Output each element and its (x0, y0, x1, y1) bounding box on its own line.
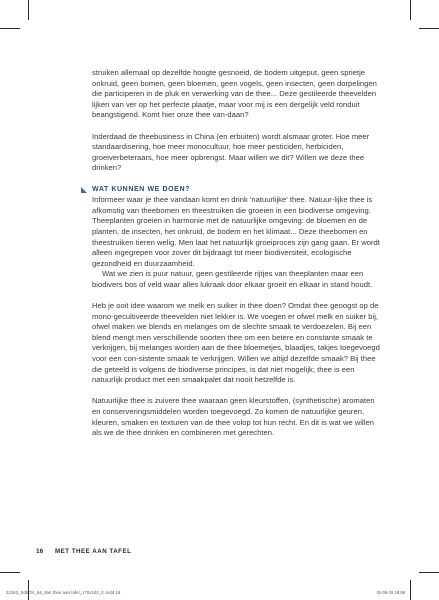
triangle-bullet-icon (81, 187, 87, 193)
crop-mark (410, 580, 411, 600)
crop-mark (419, 28, 439, 29)
crop-mark (0, 572, 20, 573)
section-heading-label: WAT KUNNEN WE DOEN? (92, 185, 190, 193)
body-paragraph: Wat we zien is puur natuur, geen gestileerde rijtjes van theeplanten maar een biodivers bos of veld waar alles lukraak door elkaar groeit en elkaar in stand houdt. (92, 269, 373, 289)
crop-mark (410, 0, 411, 20)
body-paragraph: Informeer waar je thee vandaan komt en drink 'natuurlijke' thee. Natuur-lijke thee is afkomstig van theebomen en theestruiken die groeien in een biodiverse omgeving. Theeplanten groeien in harmonie met de natuurlijke omgeving: de bloemen en de planten, de insecten, het onkruid, de bodem en het klimaat... Deze theebomen en theestruiken tieren welig. Men laat het natuurlijk groeiproces zijn gang gaan. Er wordt alleen ingegrepen voor zover dit bijdraagt tot meer biodiversiteit, ecologische gezondheid en duurzaamheid. (92, 195, 380, 268)
crop-mark (419, 572, 439, 573)
crop-mark (28, 0, 29, 20)
body-paragraph: struiken allemaal op dezelfde hoogte gesnoeid, de bodem uitgeput, geen sprietje onkruid, geen bomen, geen bloemen, geen vogels, geen insecten, geen dorpelingen die participeren in de pluk en verwerking van de thee... Deze gestileerde theevelden lijken van ver op het perfecte plaatje, maar voor mij is een dergelijk veld ronduit beangstigend. Komt hier onze thee van-daan? (92, 68, 377, 120)
section-heading (92, 185, 384, 196)
body-paragraph: Heb je ooit idee waarom we melk en suiker in thee doen? Omdat thee geoogst op de mono-gecultiveerde theevelden niet lekker is. We voegen er ofwel melk en suiker bij, ofwel maken we blends en melanges om de slechte smaak te verdoezelen. Bij een blend mengt men verschillende soorten thee om een betere en constante smaak te verkrijgen, bij melanges worden aan de thee bloemetjes, blaadjes, takjes toegevoegd voor een con-sistente smaak te verkrijgen. Willen we altijd dezelfde smaak? Bij thee die geteeld is volgens de biodiverse principes, is dat niet mogelijk; thee is een natuurlijk product met een smaakpalet dat nooit hetzelfde is. (92, 301, 380, 385)
printer-slug-date: 02-09-19 18:59 (376, 590, 405, 595)
body-paragraph: Natuurlijke thee is zuivere thee waaraan geen kleurstoffen, (synthetische) aromaten en conserveringsmiddelen worden toegevoegd. Zo komen de natuurlijke geuren, kleuren, smaken en texturen van de thee volop tot hun recht. En dit is wat we willen als we de thee drinken en combineren met gerechten. (92, 396, 375, 438)
page-number: 16 (36, 548, 44, 555)
text-column (92, 68, 384, 439)
body-paragraph: Inderdaad de theebusiness in China (en erbuiten) wordt alsmaar groter. Hoe meer standaardisering, hoe meer monocultuur, hoe meer pesticiden, herbiciden, groeiverbeteraars, hoe meer opbrengst. Maar willen we dit? Willen we deze thee drinken? (92, 131, 370, 173)
running-title: MET THEE AAN TAFEL (55, 548, 132, 555)
crop-mark (0, 28, 20, 29)
printer-slug-file: 22263_SdbOV_84_Met thee aan tafel_170x240_fc.indd 16 (6, 590, 121, 595)
